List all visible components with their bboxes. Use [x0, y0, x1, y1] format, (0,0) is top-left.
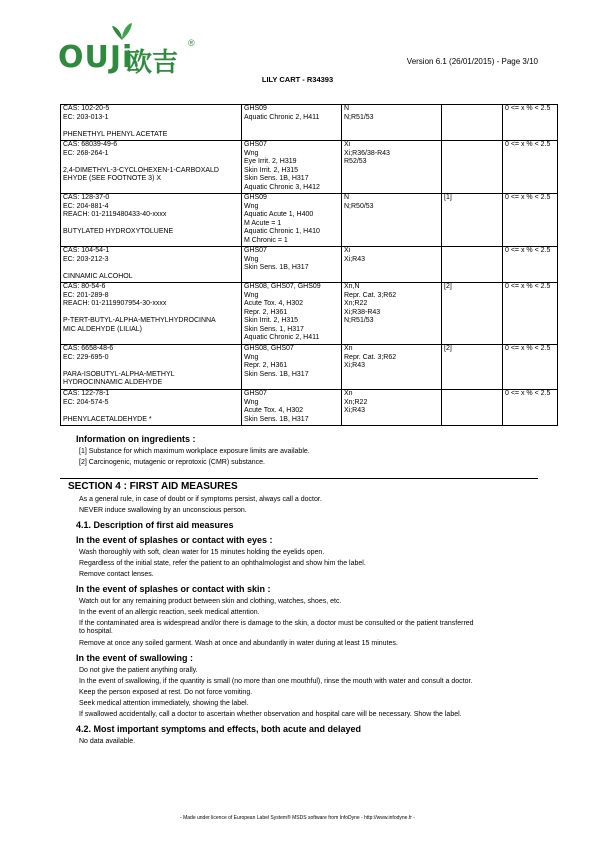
table-row	[61, 141, 558, 194]
company-logo	[58, 22, 228, 76]
clp-classification-cell: GHS09 Wng Aquatic Acute 1, H400 M Acute = 1 Aquatic Chronic 1, H410 M Chronic = 1	[242, 194, 342, 247]
dsd-classification-cell: Xi Xi;R43	[342, 247, 442, 283]
subsection-heading: 4.2. Most important symptoms and effects, both acute and delayed	[76, 724, 362, 734]
skin-line: In the event of an allergic reaction, seek medical attention.	[79, 609, 260, 616]
dsd-classification-cell: Xn Xn;R22 Xi;R43	[342, 390, 442, 426]
table-row	[61, 345, 558, 390]
eyes-heading: In the event of splashes or contact with eyes :	[76, 535, 273, 545]
clp-classification-cell: GHS07 Wng Eye Irrit. 2, H319 Skin Irrit. 2, H315 Skin Sens. 1B, H317 Aquatic Chronic 3, H412	[242, 141, 342, 194]
concentration-cell: 0 <= x % < 2.5	[503, 141, 558, 194]
swallow-line: Seek medical attention immediately, showing the label.	[79, 700, 249, 707]
substance-id-cell: CAS: 6658-48-6 EC: 229-695-0 PARA-ISOBUTYL-ALPHA-METHYL HYDROCINNAMIC ALDEHYDE	[61, 345, 242, 390]
logo-chinese: 欧吉	[126, 48, 179, 78]
note-cell	[442, 390, 503, 426]
note-cell: [1]	[442, 194, 503, 247]
table-row	[61, 105, 558, 141]
dsd-classification-cell: N N;R50/53	[342, 194, 442, 247]
substance-id-cell: CAS: 68039-49-6 EC: 268-264-1 2,4-DIMETHYL-3-CYCLOHEXEN-1-CARBOXALD EHYDE (SEE FOOTNOTE 3) X	[61, 141, 242, 194]
swallow-line: If swallowed accidentally, call a doctor to ascertain whether observation and hospital care will be necessary. Show the label.	[79, 711, 462, 718]
section-title: SECTION 4 : FIRST AID MEASURES	[68, 481, 238, 492]
table-row	[61, 390, 558, 426]
concentration-cell: 0 <= x % < 2.5	[503, 247, 558, 283]
section-divider	[60, 478, 538, 479]
swallow-line: Keep the person exposed at rest. Do not force vomiting.	[79, 689, 253, 696]
info-ingredients-heading: Information on ingredients :	[76, 434, 196, 444]
concentration-cell: 0 <= x % < 2.5	[503, 283, 558, 345]
clp-classification-cell: GHS08, GHS07 Wng Repr. 2, H361 Skin Sens. 1B, H317	[242, 345, 342, 390]
eyes-line: Remove contact lenses.	[79, 571, 154, 578]
concentration-cell: 0 <= x % < 2.5	[503, 345, 558, 390]
info-line: [1] Substance for which maximum workplace exposure limits are available.	[79, 448, 310, 455]
eyes-line: Wash thoroughly with soft, clean water for 15 minutes holding the eyelids open.	[79, 549, 325, 556]
skin-line: Watch out for any remaining product between skin and clothing, watches, shoes, etc.	[79, 598, 342, 605]
skin-heading: In the event of splashes or contact with skin :	[76, 584, 271, 594]
note-cell	[442, 105, 503, 141]
composition-table	[60, 104, 558, 426]
note-cell	[442, 141, 503, 194]
version-info: Version 6.1 (26/01/2015) - Page 3/10	[406, 57, 538, 66]
dsd-classification-cell: Xi Xi;R36/38-R43 R52/53	[342, 141, 442, 194]
note-cell: [2]	[442, 283, 503, 345]
substance-id-cell: CAS: 104-54-1 EC: 203-212-3 CINNAMIC ALCOHOL	[61, 247, 242, 283]
eyes-line: Regardless of the initial state, refer the patient to an ophthalmologist and show him the label.	[79, 560, 366, 567]
skin-line: Remove at once any soiled garment. Wash at once and abundantly in water during at least 15 minutes.	[79, 640, 398, 647]
info-line: [2] Carcinogenic, mutagenic or reprotoxic (CMR) substance.	[79, 459, 265, 466]
clp-classification-cell: GHS08, GHS07, GHS09 Wng Acute Tox. 4, H302 Repr. 2, H361 Skin Irrit. 2, H315 Skin Sens. 1, H317 Aquatic Chronic 2, H411	[242, 283, 342, 345]
section-intro-line: NEVER induce swallowing by an unconscious person.	[79, 507, 247, 514]
logo-registered: ®	[188, 38, 195, 48]
swallow-line: Do not give the patient anything orally.	[79, 667, 198, 674]
clp-classification-cell: GHS09 Aquatic Chronic 2, H411	[242, 105, 342, 141]
logo-text: OUJi	[58, 40, 134, 75]
substance-id-cell: CAS: 122-78-1 EC: 204-574-5 PHENYLACETALDEHYDE *	[61, 390, 242, 426]
page-footer: - Made under licence of European Label System® MSDS software from InfoDyne - http://www.infodyne.fr -	[180, 815, 415, 821]
dsd-classification-cell: Xn Repr. Cat. 3;R62 Xi;R43	[342, 345, 442, 390]
table-row	[61, 247, 558, 283]
table-row	[61, 283, 558, 345]
clp-classification-cell: GHS07 Wng Skin Sens. 1B, H317	[242, 247, 342, 283]
leaf-icon	[110, 22, 134, 42]
swallow-line: In the event of swallowing, if the quantity is small (no more than one mouthful), rinse the mouth with water and consult a doctor.	[79, 678, 473, 685]
substance-id-cell: CAS: 80-54-6 EC: 201-289-8 REACH: 01-2119907954-30-xxxx P-TERT-BUTYL-ALPHA-METHYLHYDROCINNA MIC ALDEHYDE (LILIAL)	[61, 283, 242, 345]
section-intro-line: As a general rule, in case of doubt or if symptoms persist, always call a doctor.	[79, 496, 322, 503]
product-title: LILY CART - R34393	[261, 75, 334, 84]
note-cell: [2]	[442, 345, 503, 390]
concentration-cell: 0 <= x % < 2.5	[503, 105, 558, 141]
subsection-heading: 4.1. Description of first aid measures	[76, 520, 234, 530]
swallow-heading: In the event of swallowing :	[76, 653, 194, 663]
skin-line: If the contaminated area is widespread and/or there is damage to the skin, a doctor must be consulted or the patient transferred to hospital.	[79, 620, 474, 635]
note-cell	[442, 247, 503, 283]
concentration-cell: 0 <= x % < 2.5	[503, 194, 558, 247]
substance-id-cell: CAS: 128-37-0 EC: 204-881-4 REACH: 01-2119480433-40-xxxx BUTYLATED HYDROXYTOLUENE	[61, 194, 242, 247]
table-row	[61, 194, 558, 247]
dsd-classification-cell: N N;R51/53	[342, 105, 442, 141]
clp-classification-cell: GHS07 Wng Acute Tox. 4, H302 Skin Sens. 1B, H317	[242, 390, 342, 426]
symptoms-text: No data available.	[79, 738, 136, 745]
substance-id-cell: CAS: 102-20-5 EC: 203-013-1 PHENETHYL PHENYL ACETATE	[61, 105, 242, 141]
dsd-classification-cell: Xn,N Repr. Cat. 3;R62 Xn;R22 Xi;R38-R43 N;R51/53	[342, 283, 442, 345]
concentration-cell: 0 <= x % < 2.5	[503, 390, 558, 426]
